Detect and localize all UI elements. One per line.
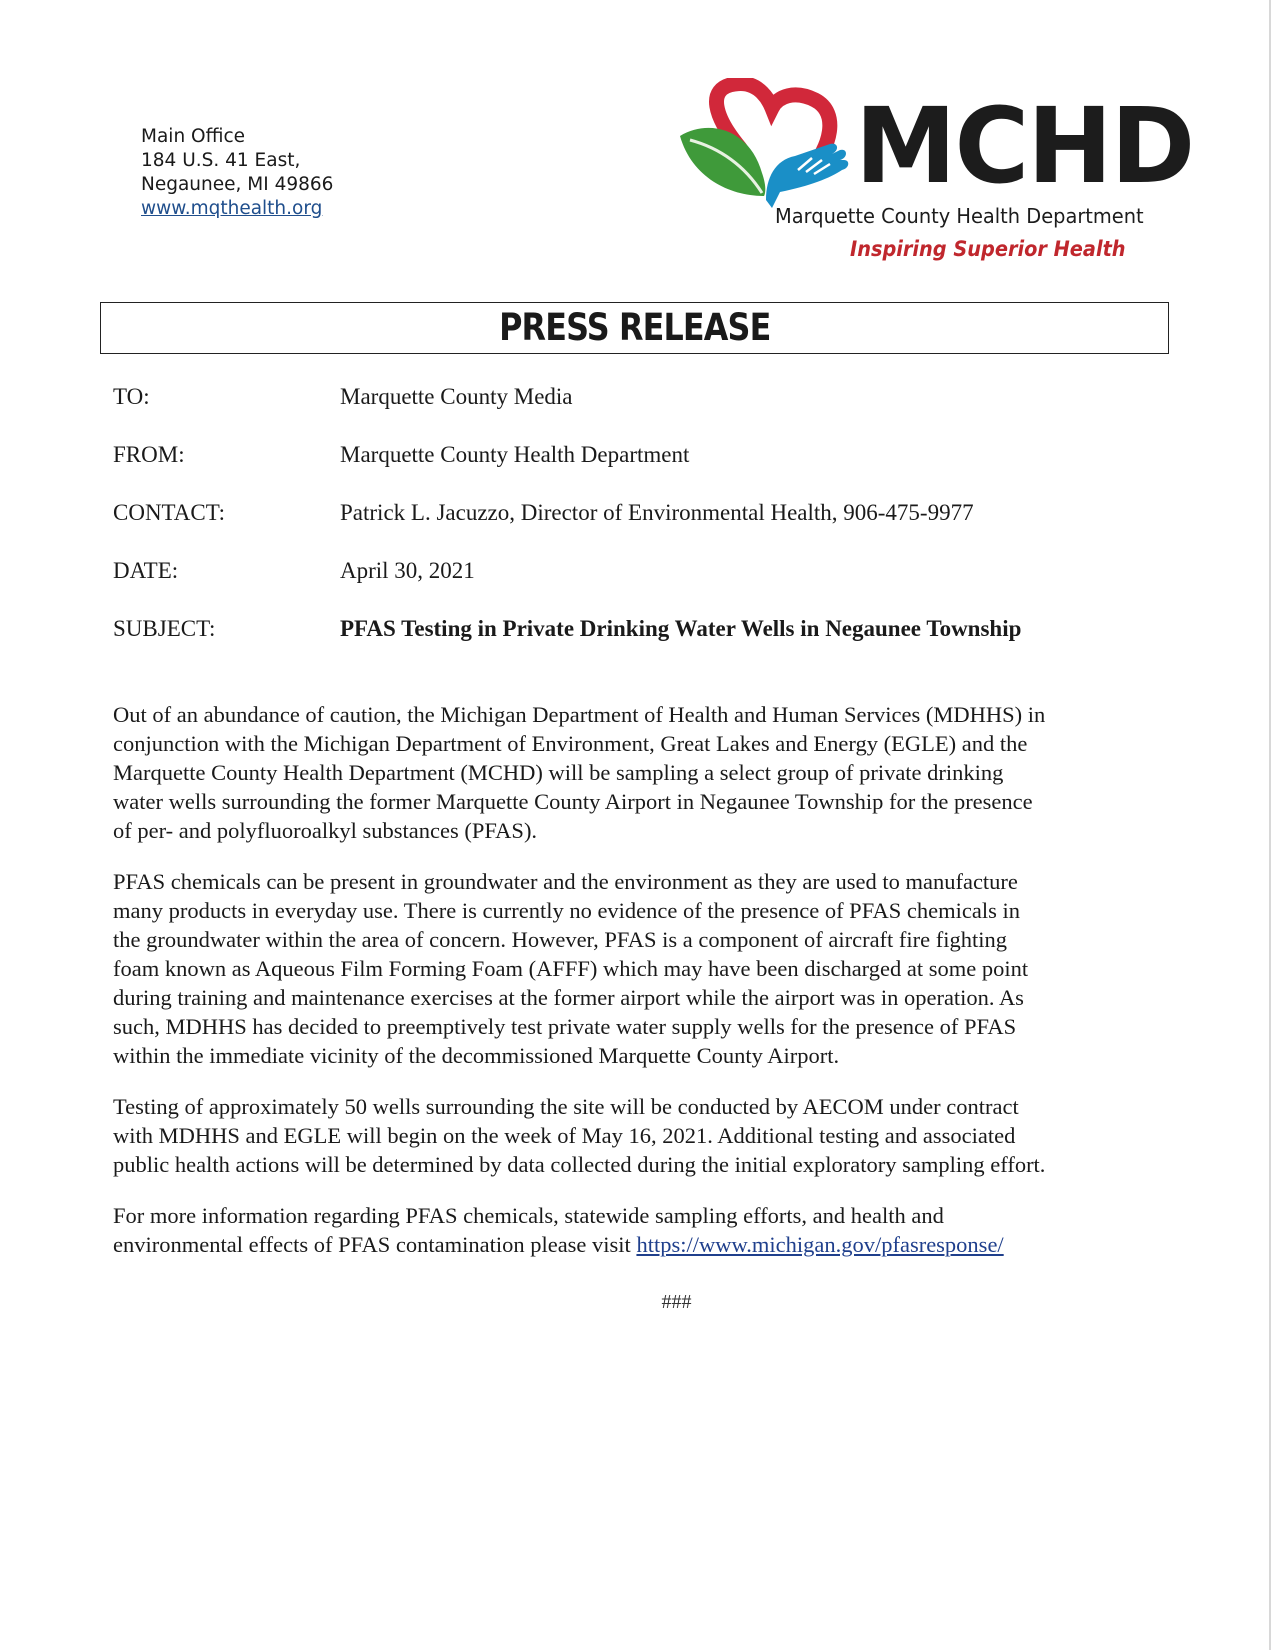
logo-tagline: Inspiring Superior Health	[850, 237, 1126, 261]
text-line: conjunction with the Michigan Department of Environment, Great Lakes and Energy (EGLE) and the	[113, 731, 1028, 756]
logo-letters: MCHD	[855, 85, 1194, 207]
banner-title: PRESS RELEASE	[498, 306, 771, 349]
memo-label: SUBJECT:	[113, 616, 216, 641]
text-line: the groundwater within the area of concern. However, PFAS is a component of aircraft fire fighting	[113, 927, 1008, 952]
press-release-banner	[100, 302, 1169, 354]
text-line: within the immediate vicinity of the decommissioned Marquette County Airport.	[113, 1043, 840, 1068]
text-line-with-link	[113, 1230, 1153, 1259]
text-line: Testing of approximately 50 wells surrounding the site will be conducted by AECOM under contract	[113, 1094, 1019, 1119]
text-line: many products in everyday use. There is currently no evidence of the presence of PFAS chemicals in	[113, 898, 1021, 923]
memo-value: April 30, 2021	[340, 558, 475, 583]
memo-value: Marquette County Media	[340, 384, 573, 409]
text-line: water wells surrounding the former Marquette County Airport in Negaunee Township for the presence	[113, 789, 1033, 814]
heart-leaf-hand-icon	[680, 78, 860, 208]
memo-label: CONTACT:	[113, 500, 226, 525]
memo-label: FROM:	[113, 442, 185, 467]
text-line: PFAS chemicals can be present in groundwater and the environment as they are used to manufacture	[113, 869, 1018, 894]
address-office: Main Office	[141, 126, 246, 147]
paragraph-overview	[113, 700, 1153, 845]
scan-edge-line	[1269, 0, 1271, 1650]
website-link[interactable]: www.mqthealth.org	[141, 198, 323, 219]
memo-subject-value: PFAS Testing in Private Drinking Water Wells in Negaunee Township	[340, 616, 1022, 641]
office-address	[141, 125, 333, 221]
text-line: For more information regarding PFAS chemicals, statewide sampling efforts, and health and	[113, 1203, 944, 1228]
text-line: Marquette County Health Department (MCHD) will be sampling a select group of private drinking	[113, 760, 1004, 785]
end-mark-text: ###	[661, 1291, 692, 1313]
release-body	[113, 700, 1153, 1281]
text-line: public health actions will be determined by data collected during the initial exploratory sampling effort.	[113, 1152, 1046, 1177]
paragraph-testing	[113, 1092, 1153, 1179]
memo-label: DATE:	[113, 558, 179, 583]
text-line: such, MDHHS has decided to preemptively test private water supply wells for the presence of PFAS	[113, 1014, 1017, 1039]
address-street: 184 U.S. 41 East,	[141, 150, 301, 171]
memo-label: TO:	[113, 384, 150, 409]
link-prefix-text: environmental effects of PFAS contamination please visit	[113, 1232, 637, 1257]
address-city: Negaunee, MI 49866	[141, 174, 334, 195]
paragraph-background	[113, 867, 1153, 1070]
text-line: Out of an abundance of caution, the Michigan Department of Health and Human Services (MDHHS) in	[113, 702, 1046, 727]
text-line: during training and maintenance exercises at the former airport while the airport was in operation. As	[113, 985, 1024, 1010]
logo-organization-name: Marquette County Health Department	[775, 204, 1144, 228]
memo-value: Patrick L. Jacuzzo, Director of Environmental Health, 906-475-9977	[340, 500, 974, 525]
mchd-logo	[680, 78, 1194, 278]
paragraph-more-info	[113, 1201, 1153, 1259]
end-mark	[0, 1291, 1275, 1314]
pfas-response-link[interactable]: https://www.michigan.gov/pfasresponse/	[636, 1232, 1004, 1257]
text-line: of per- and polyfluoroalkyl substances (PFAS).	[113, 818, 538, 843]
text-line: with MDHHS and EGLE will begin on the week of May 16, 2021. Additional testing and associated	[113, 1123, 1016, 1148]
text-line: foam known as Aqueous Film Forming Foam (AFFF) which may have been discharged at some point	[113, 956, 1029, 981]
memo-value: Marquette County Health Department	[340, 442, 690, 467]
